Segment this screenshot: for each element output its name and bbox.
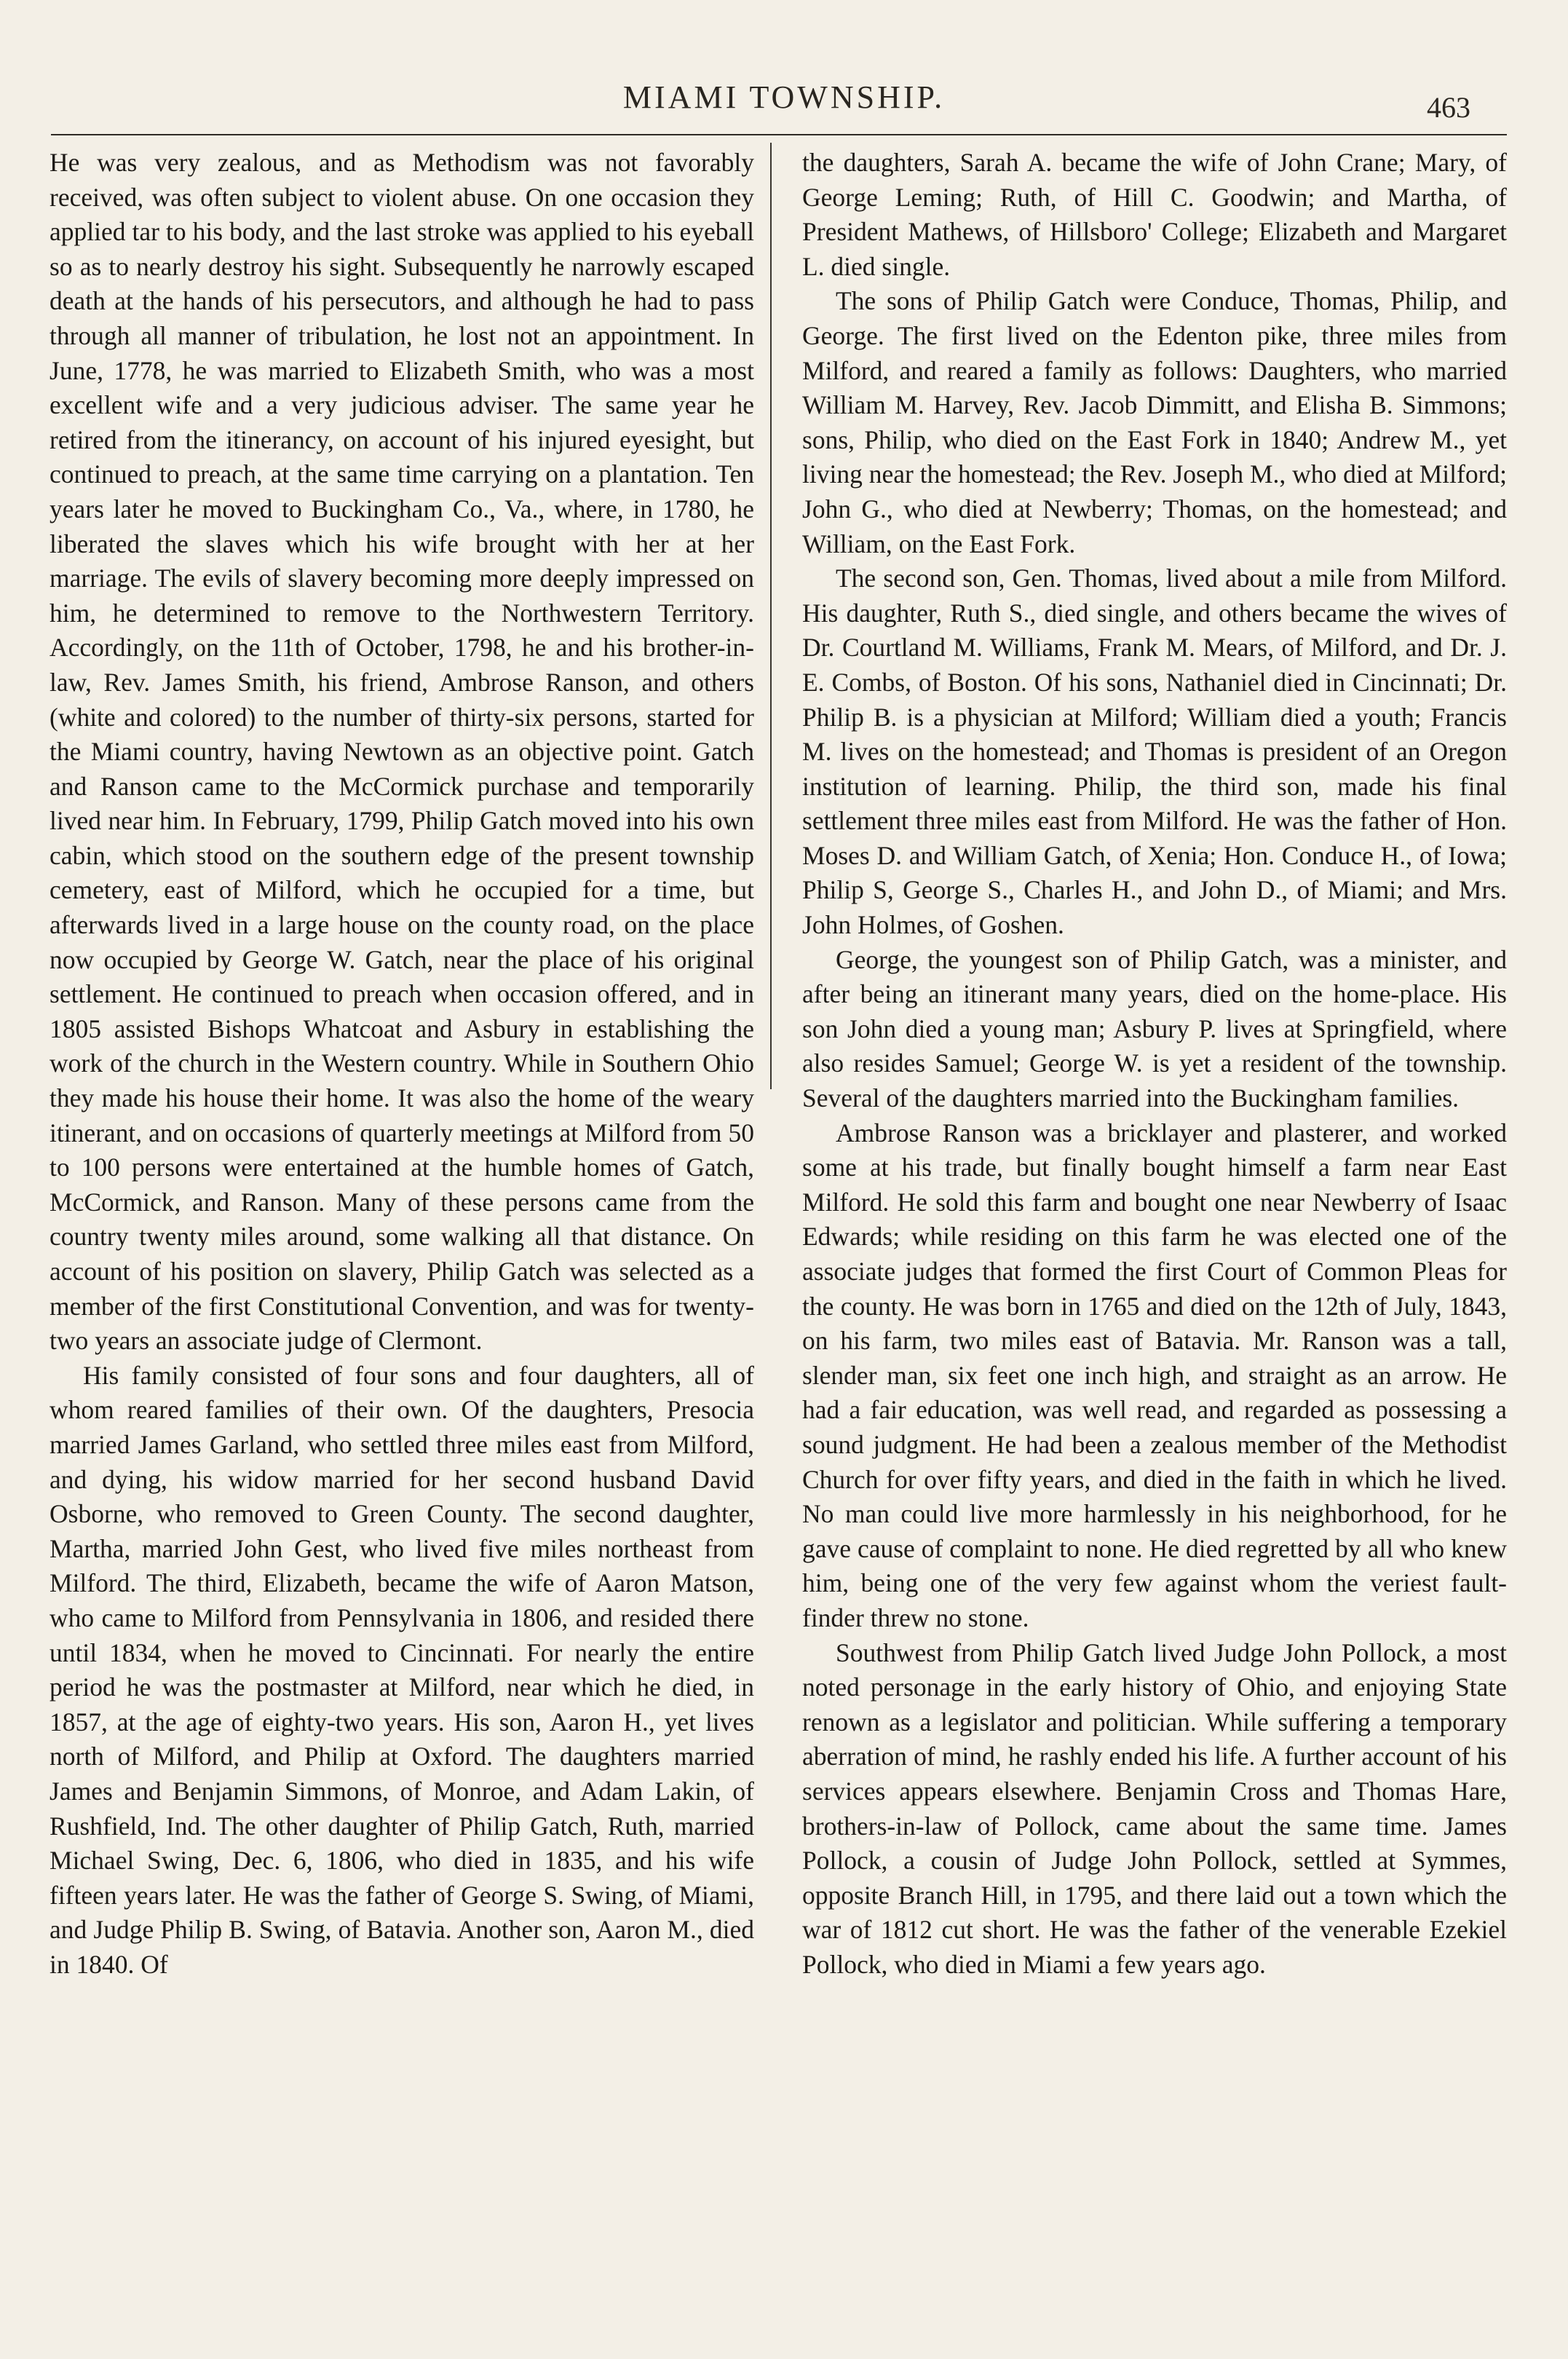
paragraph: His family consisted of four sons and four daughters, all of whom reared families of their own. Of the daughters, Presocia married James Garland, who settled three miles east from Milford, and dying, his widow married for her second husband David Osborne, who removed to Green County. The second daughter, Martha, married John Gest, who lived five miles northeast from Milford. The third, Elizabeth, became the wife of Aaron Matson, who came to Milford from Pennsylvania in 1806, and resided there until 1834, when he moved to Cincinnati. For nearly the entire period he was the postmaster at Milford, near which he died, in 1857, at the age of eighty-two years. His son, Aaron H., yet lives north of Milford, and Philip at Oxford. The daughters married James and Benjamin Simmons, of Monroe, and Adam Lakin, of Rushfield, Ind. The other daughter of Philip Gatch, Ruth, married Michael Swing, Dec. 6, 1806, who died in 1835, and his wife fifteen years later. He was the father of George S. Swing, of Miami, and Judge Philip B. Swing, of Batavia. Another son, Aaron M., died in 1840. Of bbox=[50, 1360, 754, 1979]
paragraph: the daughters, Sarah A. became the wife of John Crane; Mary, of George Leming; Ruth, of Hill C. Goodwin; and Martha, of President Mathews, of Hillsboro' College; Elizabeth and Margaret L. died single. bbox=[802, 148, 1507, 281]
paragraph: The sons of Philip Gatch were Conduce, Thomas, Philip, and George. The first lived on the Edenton pike, three miles from Milford, and reared a family as follows: Daughters, who married William M. Harvey, Rev. Jacob Dimmitt, and Elisha B. Simmons; sons, Philip, who died on the East Fork in 1840; Andrew M., yet living near the homestead; the Rev. Joseph M., who died at Milford; John G., who died at Newberry; Thomas, on the homestead; and William, on the East Fork. bbox=[802, 286, 1507, 558]
paragraph: George, the youngest son of Philip Gatch, was a minister, and after being an itinerant many years, died on the home-place. His son John died a young man; Asbury P. lives at Springfield, where also resides Samuel; George W. is yet a resident of the township. Several of the daughters married into the Buckingham families. bbox=[802, 944, 1507, 1113]
paragraph: He was very zealous, and as Methodism was not favorably received, was often subject to violent abuse. On one occasion they applied tar to his body, and the last stroke was applied to his eyeball so as to nearly destroy his sight. Subsequently he narrowly escaped death at the hands of his persecutors, and although he had to pass through all manner of tribulation, he lost not an appointment. In June, 1778, he was married to Elizabeth Smith, who was a most excellent wife and a very judicious adviser. The same year he retired from the itinerancy, on account of his injured eyesight, but continued to preach, at the same time carrying on a plantation. Ten years later he moved to Buckingham Co., Va., where, in 1780, he liberated the slaves which his wife brought with her at her marriage. The evils of slavery becoming more deeply impressed on him, he determined to remove to the Northwestern Territory. Accordingly, on the 11th of October, 1798, he and his brother-in-law, Rev. James Smith, his friend, Ambrose Ranson, and others (white and colored) to the number of thirty-six persons, started for the Miami country, having Newtown as an objective point. Gatch and Ranson came to the McCormick purchase and temporarily lived near him. In February, 1799, Philip Gatch moved into his own cabin, which stood on the southern edge of the present township cemetery, east of Milford, which he occupied for a time, but afterwards lived in a large house on the county road, on the place now occupied by George W. Gatch, near the place of his original settlement. He continued to preach when occasion offered, and in 1805 assisted Bishops Whatcoat and Asbury in establishing the work of the church in the Western country. While in Southern Ohio they made his house their home. It was also the home of the weary itinerant, and on occasions of quarterly meetings at Milford from 50 to 100 persons were entertained at the humble homes of Gatch, McCormick, and Ranson. Many of these persons came from the country twenty miles around, some walking all that distance. On account of his position on slavery, Philip Gatch was selected as a member of the first Constitutional Convention, and was for twenty-two years an associate judge of Clermont. bbox=[50, 148, 754, 1356]
page-number: 463 bbox=[1427, 91, 1470, 124]
paragraph: Ambrose Ranson was a bricklayer and plasterer, and worked some at his trade, but finally bought himself a farm near East Milford. He sold this farm and bought one near Newberry of Isaac Edwards; while residing on this farm he was elected one of the associate judges that formed the first Court of Common Pleas for the county. He was born in 1765 and died on the 12th of July, 1843, on his farm, two miles east of Batavia. Mr. Ranson was a tall, slender man, six feet one inch high, and straight as an arrow. He had a fair education, was well read, and regarded as possessing a sound judgment. He had been a zealous member of the Methodist Church for over fifty years, and died in the faith in which he lived. No man could live more harmlessly in his neighborhood, for he gave cause of complaint to none. He died regretted by all who knew him, being one of the very few against whom the veriest fault-finder threw no stone. bbox=[802, 1118, 1507, 1632]
running-title: MIAMI TOWNSHIP. bbox=[622, 79, 946, 115]
paragraph: Southwest from Philip Gatch lived Judge John Pollock, a most noted personage in the early history of Ohio, and enjoying State renown as a legislator and politician. While suffering a temporary aberration of mind, he rashly ended his life. A further account of his services appears elsewhere. Benjamin Cross and Thomas Hare, brothers-in-law of Pollock, came about the same time. James Pollock, a cousin of Judge John Pollock, settled at Symmes, opposite Branch Hill, in 1795, and there laid out a town which the war of 1812 cut short. He was the father of the venerable Ezekiel Pollock, who died in Miami a few years ago. bbox=[802, 1637, 1507, 1979]
right-column bbox=[802, 146, 1507, 1982]
left-column bbox=[50, 146, 754, 1982]
header-rule bbox=[51, 134, 1507, 135]
paragraph: The second son, Gen. Thomas, lived about a mile from Milford. His daughter, Ruth S., died single, and others became the wives of Dr. Courtland M. Williams, Frank M. Mears, of Milford, and Dr. J. E. Combs, of Boston. Of his sons, Nathaniel died in Cincinnati; Dr. Philip B. is a physician at Milford; William died a youth; Francis M. lives on the homestead; and Thomas is president of an Oregon institution of learning. Philip, the third son, made his final settlement three miles east from Milford. He was the father of Hon. Moses D. and William Gatch, of Xenia; Hon. Conduce H., of Iowa; Philip S, George S., Charles H., and John D., of Miami; and Mrs. John Holmes, of Goshen. bbox=[802, 564, 1507, 940]
column-divider bbox=[770, 143, 772, 1089]
